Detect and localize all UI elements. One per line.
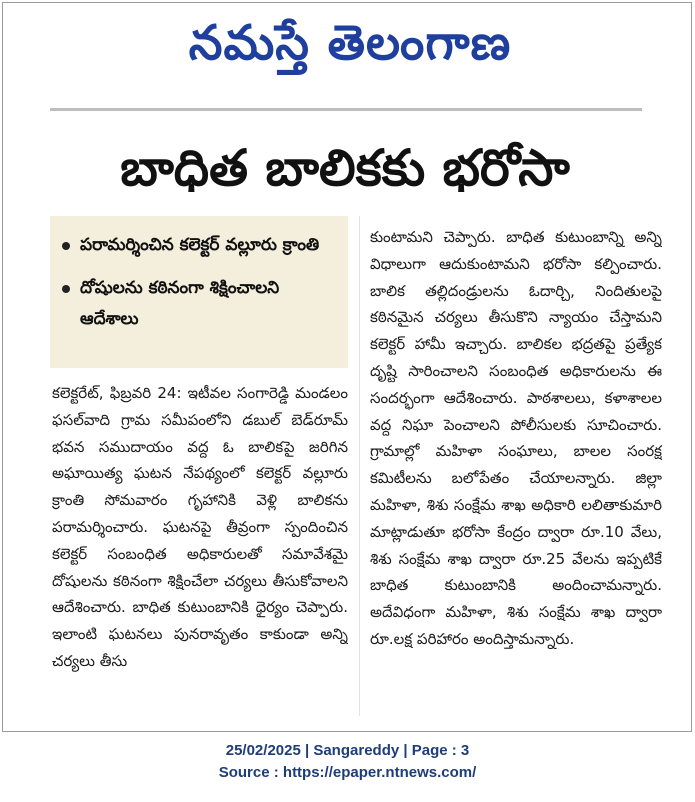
article-headline: బాధిత బాలికకు భరోసా [120,139,570,197]
newspaper-masthead: నమస్తే తెలంగాణ [188,15,512,71]
highlight-text: పరామర్శించిన కలెక్టర్ వల్లూరు క్రాంతి [80,235,320,255]
highlight-text: దోషులను కఠినంగా శిక్షించాలని ఆదేశాలు [80,278,280,329]
highlight-item [60,230,338,261]
highlight-item [60,273,338,335]
column-divider [359,216,360,716]
edition-info: 25/02/2025 | Sangareddy | Page : 3 [225,742,470,759]
source-link[interactable]: Source : https://epaper.ntnews.com/ [218,764,477,781]
article-body-left: కలెక్టరేట్, ఫిబ్రవరి 24: ఇటీవల సంగారెడ్డి మండలం ఫసల్‌వాది గ్రామ సమీపంలోని డబుల్ బెడ్‌రూమ్ భవన సముదాయం వద్ద ఓ బాలికపై జరిగిన అఘాయిత్య ఘటన నేపథ్యంలో కలెక్టర్ వల్లూరు క్రాంతి సోమవారం గృహానికి వెళ్లి బాలికను పరామర్శించారు. ఘటనపై తీవ్రంగా స్పందించిన కలెక్టర్ సంబంధిత అధికారులతో సమావేశమై దోషులను కఠినంగా శిక్షించేలా చర్యలు తీసుకోవాలని ఆదేశించారు. బాధిత కుటుంబానికి ధైర్యం చెప్పారు. ఇలాంటి ఘటనలు పునరావృతం కాకుండా అన్ని చర్యలు తీసు [52,384,348,670]
masthead-divider [50,108,642,111]
article-body-right: కుంటామని చెప్పారు. బాధిత కుటుంబాన్ని అన్ని విధాలుగా ఆదుకుంటామని భరోసా కల్పించారు. బాలిక తల్లిదండ్రులను ఓదార్చి, నిందితులపై కఠినమైన చర్యలు తీసుకొని న్యాయం చేస్తామని కలెక్టర్ హామీ ఇచ్చారు. బాలికల భద్రతపై ప్రత్యేక దృష్టి సారించాలని సంబంధిత అధికారులను ఈ సందర్భంగా ఆదేశించారు. పాఠశాలలు, కళాశాలల వద్ద నిఘా పెంచాలని పోలీసులకు సూచించారు. గ్రామాల్లో మహిళా సంఘాలు, బాలల సంరక్ష కమిటీలను బలోపేతం చేయాలన్నారు. జిల్లా మహిళా, శిశు సంక్షేమ శాఖ అధికారి లలితాకుమారి మాట్లాడుతూ భరోసా కేంద్రం ద్వారా రూ.10 వేలు, శిశు సంక్షేమ శాఖ ద్వారా రూ.25 వేలను ఇప్పటికే బాధిత కుటుంబానికి అందించామన్నారు. అదేవిధంగా మహిళా, శిశు సంక్షేమ శాఖ ద్వారా రూ.లక్ష పరిహారం అందిస్తామన్నారు. [370,228,662,648]
bullet-icon [62,242,70,250]
bullet-icon [62,285,70,293]
highlights-box [50,216,348,368]
